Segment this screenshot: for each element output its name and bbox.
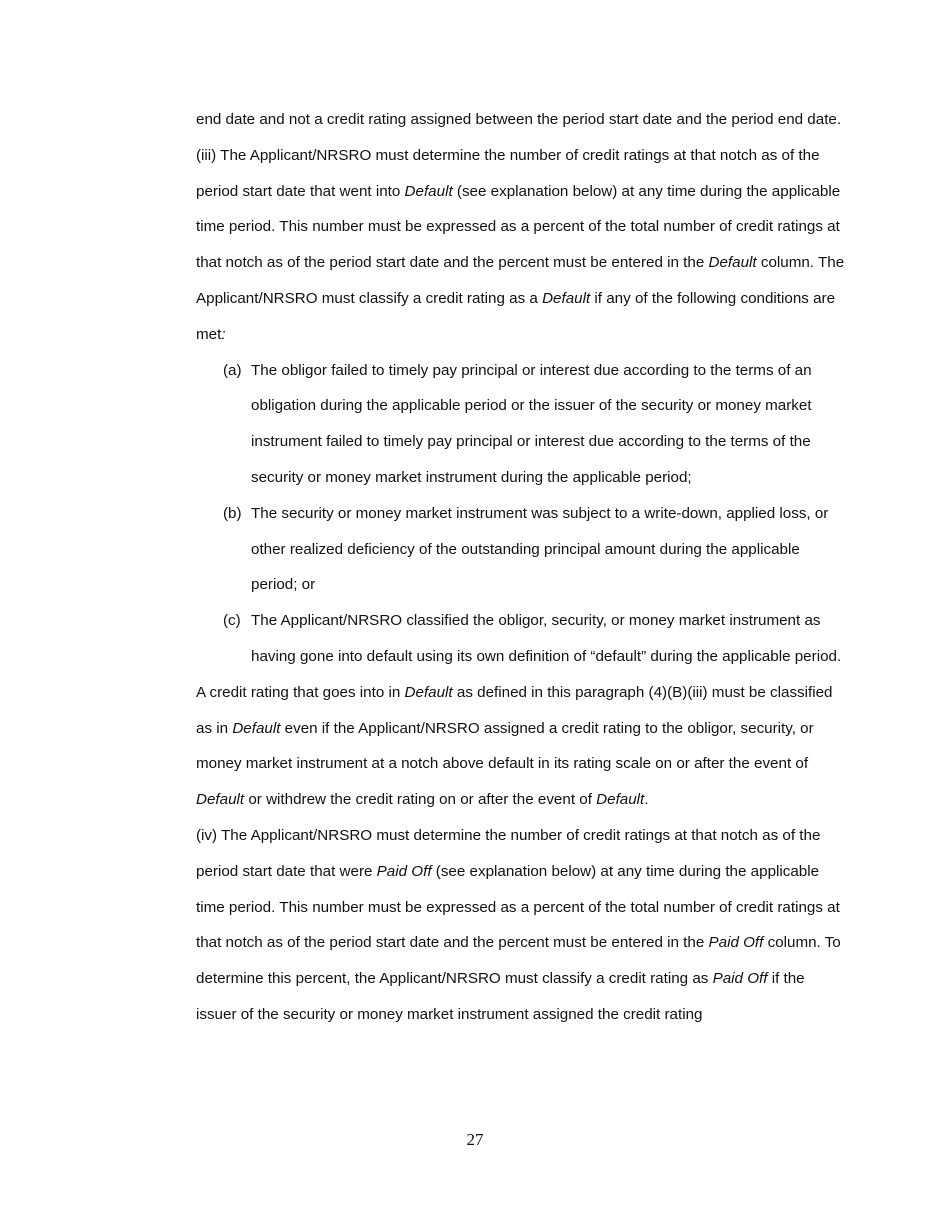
term-default: Default bbox=[404, 683, 453, 701]
text-run: even if the Applicant/NRSRO assigned a credit rating to the obligor, security, or money market instrument at a notch above default in its rating scale on or after the event of bbox=[196, 719, 814, 773]
list-item-b bbox=[196, 496, 846, 603]
list-marker: (b) bbox=[223, 504, 242, 522]
paragraph-continuation bbox=[196, 102, 846, 138]
term-paid-off: Paid Off bbox=[376, 862, 432, 880]
list-item-text: The security or money market instrument was subject to a write-down, applied loss, or other realized deficiency of the outstanding principal amount during the applicable period; or bbox=[251, 504, 829, 594]
term-paid-off: Paid Off bbox=[712, 970, 768, 988]
page-number: 27 bbox=[466, 1130, 484, 1149]
text-run: . bbox=[644, 791, 649, 809]
text-run: (iv) The Applicant/NRSRO must determine the number of credit ratings at that notch as of the period start date that were bbox=[196, 826, 821, 880]
document-body bbox=[196, 102, 846, 1033]
paragraph-text: end date and not a credit rating assigned between the period start date and the period end date. bbox=[196, 111, 842, 128]
text-run: column. To determine this percent, the Applicant/NRSRO must classify a credit rating as bbox=[196, 934, 841, 988]
list-item-a bbox=[196, 353, 846, 496]
term-default: Default bbox=[596, 791, 645, 809]
term-default: Default bbox=[404, 182, 453, 200]
term-default: Default bbox=[708, 254, 757, 272]
list-item-text: The obligor failed to timely pay principal or interest due according to the terms of an obligation during the applicable period or the issuer of the security or money market instrument failed to timely pay principal or interest due according to the terms of the security or money market instrument during the applicable period; bbox=[251, 361, 812, 486]
list-item-text: The Applicant/NRSRO classified the obligor, security, or money market instrument as having gone into default using its own definition of “default” during the applicable period. bbox=[251, 612, 842, 665]
term-paid-off: Paid Off bbox=[708, 934, 764, 952]
paragraph-iii bbox=[196, 138, 846, 353]
list-marker: (a) bbox=[223, 361, 242, 379]
text-run: as defined in this paragraph (4)(B)(iii) must be classified as in bbox=[196, 683, 833, 737]
term-default: Default bbox=[542, 289, 591, 307]
list-marker: (c) bbox=[223, 612, 241, 630]
text-run: (see explanation below) at any time during the applicable time period. This number must be expressed as a percent of the total number of credit ratings at that notch as of the period start date and the percent must be entered in the bbox=[196, 862, 840, 952]
text-run: (iii) The Applicant/NRSRO must determine the number of credit ratings at that notch as of the period start date that went into bbox=[196, 146, 820, 200]
term-default: Default bbox=[232, 719, 281, 737]
paragraph-iv bbox=[196, 818, 846, 1033]
term-default: Default bbox=[196, 791, 245, 809]
paragraph-default-classification bbox=[196, 675, 846, 818]
text-run: A credit rating that goes into in bbox=[196, 683, 405, 701]
text-run: if the issuer of the security or money market instrument assigned the credit rating bbox=[196, 970, 805, 1023]
text-run: or withdrew the credit rating on or after the event of bbox=[244, 791, 597, 809]
text-run: (see explanation below) at any time during the applicable time period. This number must be expressed as a percent of the total number of credit ratings at that notch as of the period start date and the percent must be entered in the bbox=[196, 182, 841, 272]
text-run: column. The Applicant/NRSRO must classify a credit rating as a bbox=[196, 254, 845, 307]
list-item-c bbox=[196, 603, 846, 675]
text-run-colon: : bbox=[221, 325, 226, 343]
text-run: if any of the following conditions are met bbox=[196, 289, 836, 343]
